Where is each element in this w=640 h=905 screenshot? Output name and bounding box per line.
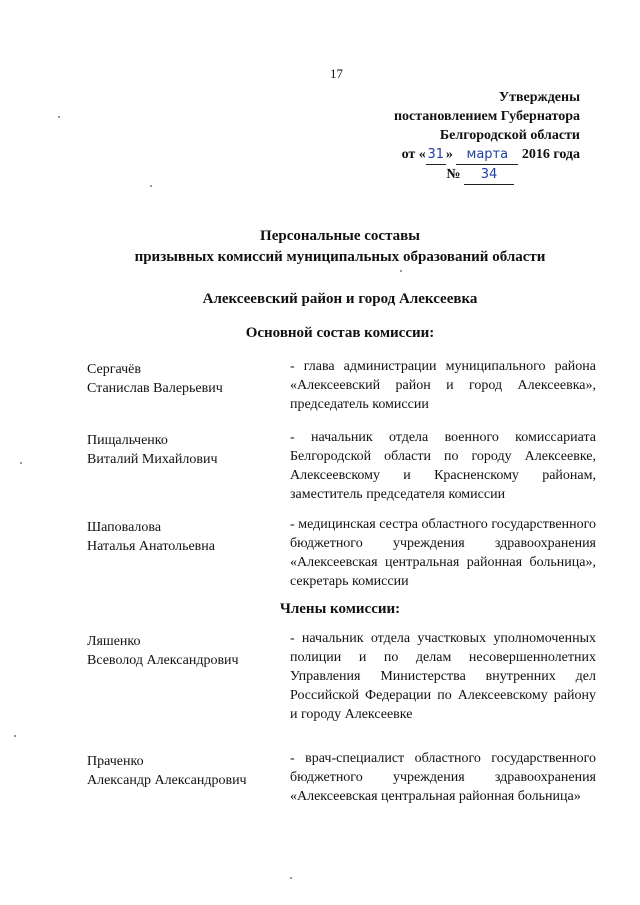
member-surname: Пищальченко: [87, 433, 168, 448]
document-title: [120, 226, 560, 268]
date-suffix: 2016 года: [521, 147, 580, 162]
member-given-name: Всеволод Александрович: [87, 653, 239, 668]
scan-speck: [58, 116, 60, 118]
member-name: [87, 752, 277, 790]
member-surname: Сергачёв: [87, 362, 141, 377]
district-heading: Алексеевский район и город Алексеевка: [202, 291, 478, 307]
scan-speck: [150, 185, 152, 187]
approval-line-1: Утверждены: [498, 90, 580, 105]
member-surname: Ляшенко: [87, 634, 141, 649]
member-surname: Шаповалова: [87, 520, 162, 535]
title-line-1: Персональные составы: [260, 228, 420, 244]
member-given-name: Александр Александрович: [87, 773, 247, 788]
member-role: - глава администрации муниципального района «Алексеевский район и город Алексеевка», председатель комиссии: [290, 359, 596, 412]
member-given-name: Станислав Валерьевич: [87, 381, 223, 396]
scan-speck: [20, 462, 22, 464]
date-month: марта: [456, 145, 518, 165]
member-name: [87, 518, 277, 556]
date-day: 31: [426, 145, 446, 165]
title-line-2: призывных комиссий муниципальных образований области: [134, 249, 546, 265]
scan-speck: [400, 270, 402, 272]
number-value: 34: [464, 165, 514, 185]
member-given-name: Наталья Анатольевна: [87, 539, 216, 554]
date-mid: »: [445, 147, 453, 162]
member-surname: Праченко: [87, 754, 144, 769]
member-role: - медицинская сестра областного государственного бюджетного учреждения здравоохранения «Алексеевская центральная районная больница», секретарь комиссии: [290, 517, 596, 589]
approval-stamp: [360, 88, 580, 185]
approval-line-2: постановлением Губернатора: [393, 109, 580, 124]
number-prefix: №: [446, 167, 461, 182]
member-name: [87, 632, 277, 670]
member-name: [87, 431, 277, 469]
approval-number: [360, 165, 580, 185]
page-number: 17: [330, 66, 343, 81]
date-prefix: от «: [401, 147, 426, 162]
member-role: - врач-специалист областного государственного бюджетного учреждения здравоохранения «Алексеевская центральная районная больница»: [290, 751, 596, 804]
members-heading: Члены комиссии:: [279, 601, 401, 617]
approval-date: [360, 145, 580, 165]
approval-line-3: Белгородской области: [439, 128, 580, 143]
main-section-heading: Основной состав комиссии:: [245, 325, 435, 341]
scan-speck: [14, 735, 16, 737]
scan-speck: [290, 877, 292, 879]
member-given-name: Виталий Михайлович: [87, 452, 218, 467]
member-name: [87, 360, 277, 398]
member-role: - начальник отдела участковых уполномоченных полиции и по делам несовершеннолетних Управления Министерства внутренних дел Российской Федерации по Алексеевскому району и городу Алексеевке: [290, 631, 596, 722]
member-role: - начальник отдела военного комиссариата Белгородской области по городу Алексеевке, Алексеевскому и Красненскому районам, заместитель председателя комиссии: [290, 430, 596, 502]
